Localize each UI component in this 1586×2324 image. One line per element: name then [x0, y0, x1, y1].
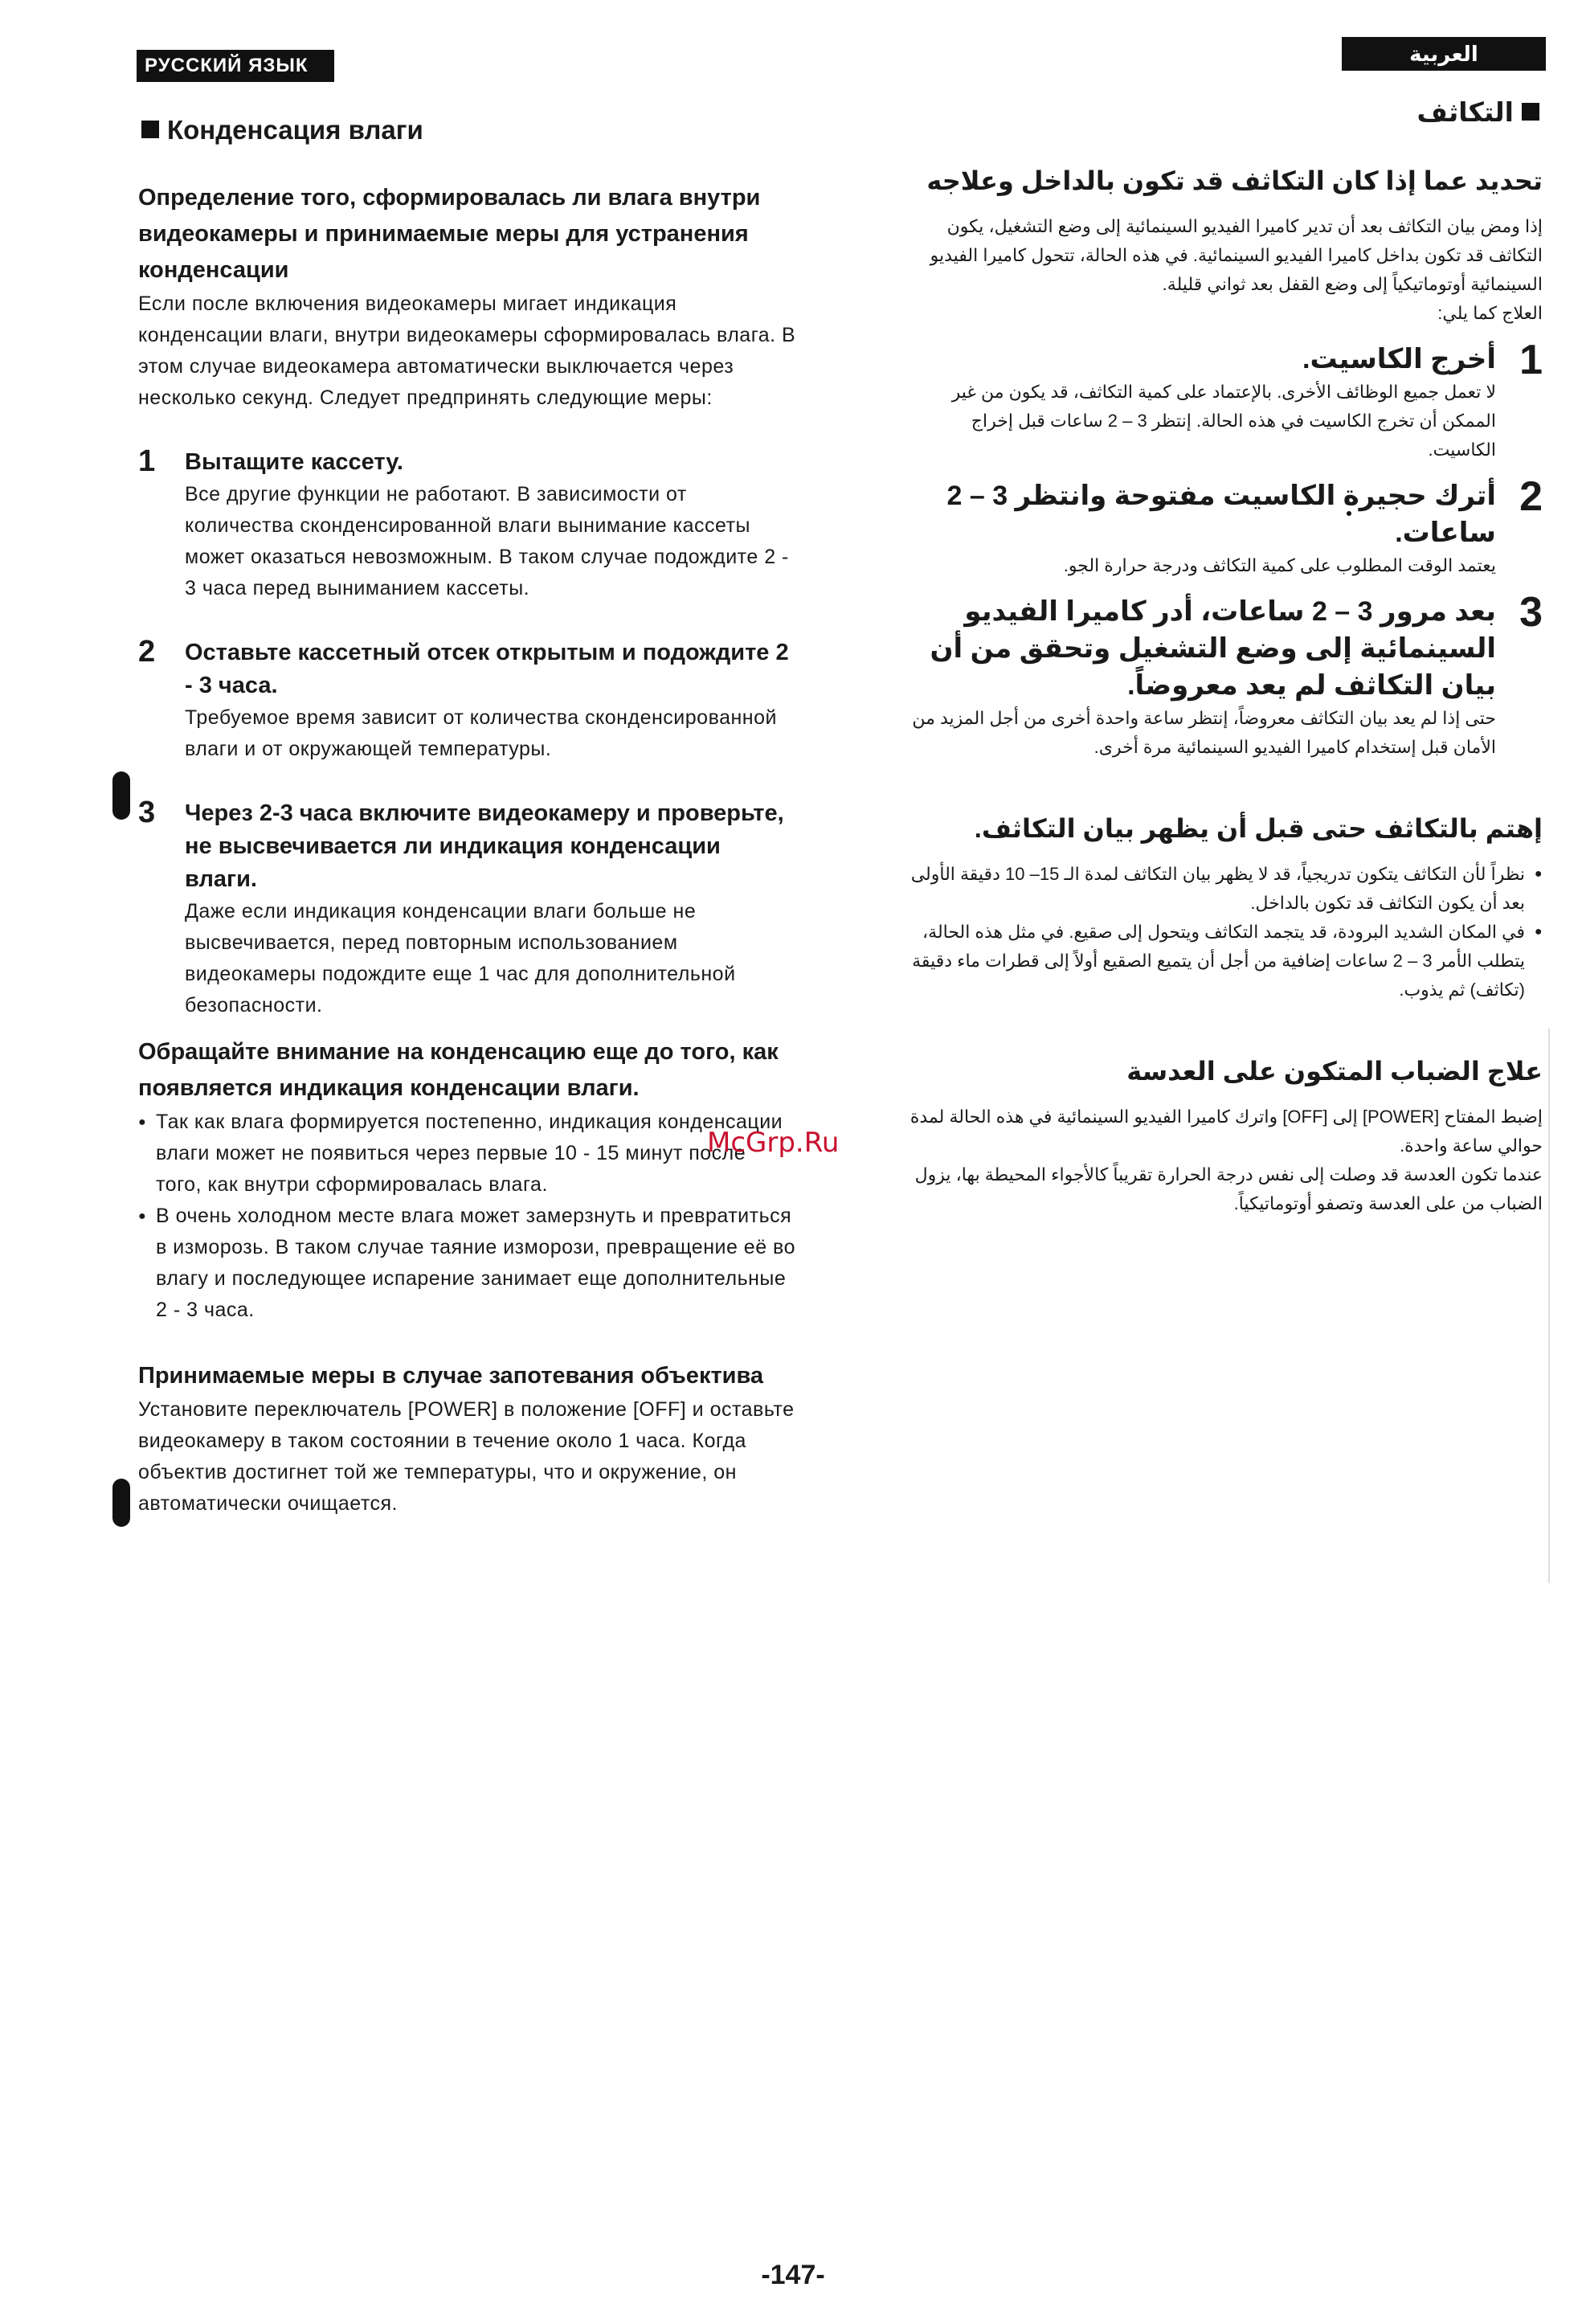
- step-text: حتى إذا لم يعد بيان التكاثف معروضاً، إنتظر ساعة واحدة أخرى من أجل المزيد من الأمان قبل إستخدام كاميرا الفيديو السينمائية مرة أخرى.: [912, 708, 1496, 757]
- intro-paragraph: Если после включения видеокамеры мигает индикация конденсации влаги, внутри видеокамеры сформировалась влага. В этом случае видеокамера автоматически выключается через несколько секунд. Следует предпринять следующие меры:: [138, 293, 796, 409]
- russian-column: [138, 113, 797, 1520]
- subheading-lens: Принимаемые меры в случае запотевания объектива: [138, 1363, 764, 1389]
- step-1: [900, 337, 1543, 464]
- step-title: Через 2-3 часа включите видеокамеру и проверьте, не высвечивается ли индикация конденсации влаги.: [185, 800, 784, 892]
- square-bullet-icon: [141, 121, 159, 138]
- square-bullet-icon: [1522, 103, 1539, 121]
- arabic-column: [900, 95, 1543, 1218]
- step-number: 3: [1519, 589, 1543, 636]
- lens-paragraph: إضبط المفتاح [POWER] إلى [OFF] واترك كاميرا الفيديو السينمائية في هذه الحالة لمدة حوالي ساعة واحدة.: [909, 1107, 1543, 1156]
- step-title: أخرج الكاسيت.: [1302, 344, 1496, 374]
- subheading-precaution: إهتم بالتكاثف حتى قبل أن يظهر بيان التكاثف.: [974, 814, 1543, 843]
- watermark: McGrp.Ru: [707, 1127, 840, 1159]
- step-text: Все другие функции не работают. В зависимости от количества сконденсированной влаги вынимание кассеты может оказаться невозможным. В таком случае подождите 2 - 3 часа перед выниманием кассеты.: [185, 483, 789, 599]
- step-number: 2: [1519, 473, 1543, 520]
- step-1: [138, 446, 797, 604]
- step-title: أترك حجيرة الكاسيت مفتوحة وانتظر 3 – 2 ساعات.: [946, 481, 1496, 548]
- step-3: [138, 797, 797, 1021]
- intro-paragraph: إذا ومض بيان التكاثف بعد أن تدير كاميرا الفيديو السينمائية إلى وضع التشغيل، يكون التكاثف قد تكون بداخل كاميرا الفيديو السينمائية. في هذه الحالة، تتحول كاميرا الفيديو السينمائية أوتوماتيكياً إلى وضع القفل بعد ثواني قليلة.: [930, 216, 1543, 294]
- subheading-detection: تحديد عما إذا كان التكاثف قد تكون بالداخل وعلاجه: [926, 166, 1543, 195]
- section-title: التكاثف: [900, 95, 1543, 130]
- precaution-list: [900, 860, 1543, 1004]
- subheading-detection: Определение того, сформировалась ли влага внутри видеокамеры и принимаемые меры для устранения конденсации: [138, 185, 761, 283]
- step-text: لا تعمل جميع الوظائف الأخرى. بالإعتماد على كمية التكاثف، قد يكون من غير الممكن أن تخرج الكاسيت في هذه الحالة. إنتظر 3 – 2 ساعات قبل إخراج الكاسيت.: [951, 382, 1496, 460]
- list-item: ● Так как влага формируется постепенно, индикация конденсации влаги может не появиться через первые 10 - 15 минут после того, как внутри сформировалась влага.: [138, 1107, 797, 1201]
- scan-line: [1548, 1029, 1550, 1583]
- step-number: 1: [1519, 337, 1543, 383]
- step-number: 2: [138, 635, 156, 669]
- list-item: ● في المكان الشديد البرودة، قد يتجمد التكاثف ويتحول إلى صقيع. في مثل هذه الحالة، يتطلب الأمر 3 – 2 ساعات إضافية من أجل أن يتميع الصقيع أولاً إلى قطرات ماء دقيقة (تكاثف) ثم يذوب.: [900, 918, 1543, 1004]
- language-badge-arabic: العربية: [1342, 37, 1546, 71]
- step-number: 1: [138, 444, 156, 478]
- subheading-lens: علاج الضباب المتكون على العدسة: [1126, 1057, 1543, 1086]
- step-2: [900, 473, 1543, 580]
- subheading-precaution: Обращайте внимание на конденсацию еще до того, как появляется индикация конденсации влаги.: [138, 1039, 779, 1101]
- step-text: يعتمد الوقت المطلوب على كمية التكاثف ودرجة حرارة الجو.: [1063, 555, 1496, 575]
- precaution-list: [138, 1107, 797, 1326]
- list-item: ● نظراً لأن التكاثف يتكون تدريجياً، قد لا يظهر بيان التكاثف لمدة الـ 15– 10 دقيقة الأولى بعد أن يكون التكاثف قد تكون بالداخل.: [900, 860, 1543, 918]
- step-title: Оставьте кассетный отсек открытым и подождите 2 - 3 часа.: [185, 640, 789, 698]
- punch-hole-mark: [112, 771, 130, 820]
- step-text: Требуемое время зависит от количества сконденсированной влаги и от окружающей температуры.: [185, 706, 777, 760]
- step-text: Даже если индикация конденсации влаги больше не высвечивается, перед повторным использованием видеокамеры подождите еще 1 час для дополнительной безопасности.: [185, 900, 736, 1017]
- intro-remedy: العلاج كما يلي:: [1437, 303, 1543, 323]
- section-title: Конденсация влаги: [138, 113, 797, 148]
- step-3: [900, 589, 1543, 762]
- punch-hole-mark: [112, 1479, 130, 1527]
- page-number: -147-: [761, 2260, 825, 2290]
- step-title: بعد مرور 3 – 2 ساعات، أدر كاميرا الفيديو السينمائية إلى وضع التشغيل وتحقق من أن بيان التكاثف لم يعد معروضاً.: [930, 596, 1496, 701]
- step-2: [138, 636, 797, 765]
- lens-paragraph: Установите переключатель [POWER] в положение [OFF] и оставьте видеокамеру в таком состоянии в течение около 1 часа. Когда объектив достигнет той же температуры, что и окружение, он автоматически очищается.: [138, 1398, 795, 1515]
- lens-paragraph-2: عندما تكون العدسة قد وصلت إلى نفس درجة الحرارة تقريباً كالأجواء المحيطة بها، يزول الضباب من على العدسة وتصفو أوتوماتيكياً.: [914, 1164, 1543, 1213]
- step-title: Вытащите кассету.: [185, 449, 403, 475]
- list-item: ● В очень холодном месте влага может замерзнуть и превратиться в изморозь. В таком случае таяние изморози, превращение её во влагу и последующее испарение занимает еще дополнительные 2 - 3 часа.: [138, 1201, 797, 1326]
- language-badge-russian: РУССКИЙ ЯЗЫК: [137, 50, 334, 82]
- step-number: 3: [138, 796, 156, 829]
